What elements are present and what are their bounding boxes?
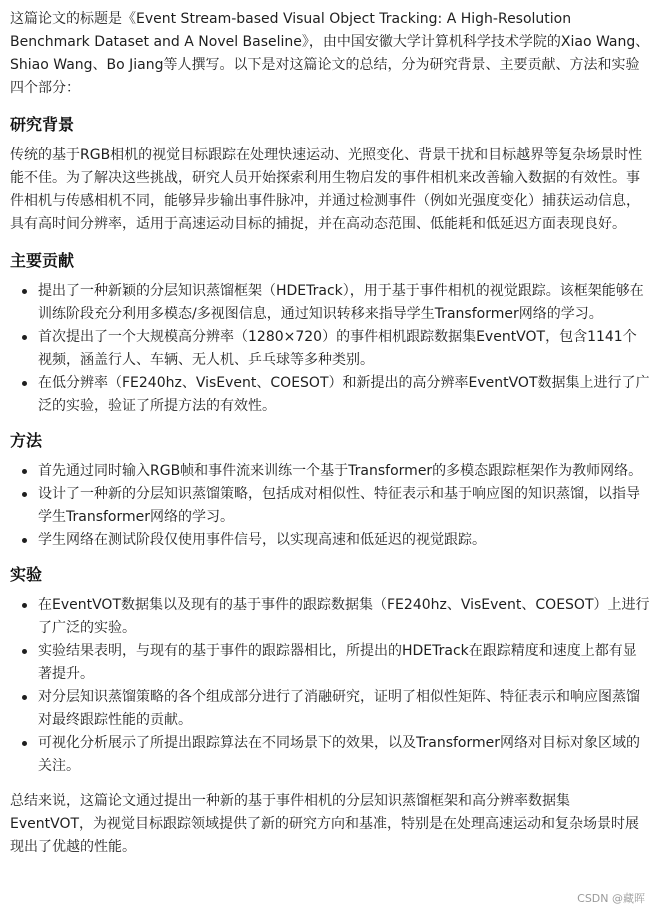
conclusion-paragraph: 总结来说，这篇论文通过提出一种新的基于事件相机的分层知识蒸馏框架和高分辨率数据集EventVOT，为视觉目标跟踪领域提供了新的研究方向和基准，特别是在处理高速运动和复杂场景时展现出了优越的性能。 (10, 793, 640, 855)
section-title-background: 研究背景 (10, 115, 75, 134)
intro-paragraph: 这篇论文的标题是《Event Stream-based Visual Object Tracking: A High-Resolution Benchmark Dataset and A Novel Baseline》，由中国安徽大学计算机科学技术学院的Xiao Wang、Shiao Wang、Bo Jiang等人撰写。以下是对这篇论文的总结，分为研究背景、主要贡献、方法和实验四个部分： (10, 11, 650, 96)
list-item: 实验结果表明，与现有的基于事件的跟踪器相比，所提出的HDETrack在跟踪精度和速度上都有显著提升。 (10, 640, 650, 686)
method-list (10, 460, 650, 552)
list-item: 首先通过同时输入RGB帧和事件流来训练一个基于Transformer的多模态跟踪框架作为教师网络。 (10, 460, 650, 483)
list-item: 学生网络在测试阶段仅使用事件信号，以实现高速和低延迟的视觉跟踪。 (10, 529, 650, 552)
list-item: 首次提出了一个大规模高分辨率（1280×720）的事件相机跟踪数据集EventVOT，包含1141个视频，涵盖行人、车辆、无人机、乒乓球等多种类别。 (10, 326, 650, 372)
section-title-method: 方法 (10, 431, 43, 450)
experiments-list (10, 594, 650, 778)
contributions-list (10, 280, 650, 418)
list-item: 对分层知识蒸馏策略的各个组成部分进行了消融研究，证明了相似性矩阵、特征表示和响应图蒸馏对最终跟踪性能的贡献。 (10, 686, 650, 732)
section-title-experiments: 实验 (10, 565, 43, 584)
csdn-watermark: CSDN @藏晖 (577, 892, 645, 905)
list-item: 提出了一种新颖的分层知识蒸馏框架（HDETrack），用于基于事件相机的视觉跟踪。该框架能够在训练阶段充分利用多模态/多视图信息，通过知识转移来指导学生Transformer网络的学习。 (10, 280, 650, 326)
list-item: 在低分辨率（FE240hz、VisEvent、COESOT）和新提出的高分辨率EventVOT数据集上进行了广泛的实验，验证了所提方法的有效性。 (10, 372, 650, 418)
section-title-contributions: 主要贡献 (10, 251, 75, 270)
list-item: 设计了一种新的分层知识蒸馏策略，包括成对相似性、特征表示和基于响应图的知识蒸馏，以指导学生Transformer网络的学习。 (10, 483, 650, 529)
background-paragraph: 传统的基于RGB相机的视觉目标跟踪在处理快速运动、光照变化、背景干扰和目标越界等复杂场景时性能不佳。为了解决这些挑战，研究人员开始探索利用生物启发的事件相机来改善输入数据的有效性。事件相机与传感相机不同，能够异步输出事件脉冲，并通过检测事件（例如光强度变化）捕获运动信息，具有高时间分辨率，适用于高速运动目标的捕捉，并在高动态范围、低能耗和低延迟方面表现良好。 (10, 147, 643, 232)
list-item: 在EventVOT数据集以及现有的基于事件的跟踪数据集（FE240hz、VisEvent、COESOT）上进行了广泛的实验。 (10, 594, 650, 640)
article (10, 8, 650, 859)
list-item: 可视化分析展示了所提出跟踪算法在不同场景下的效果，以及Transformer网络对目标对象区域的关注。 (10, 732, 650, 778)
